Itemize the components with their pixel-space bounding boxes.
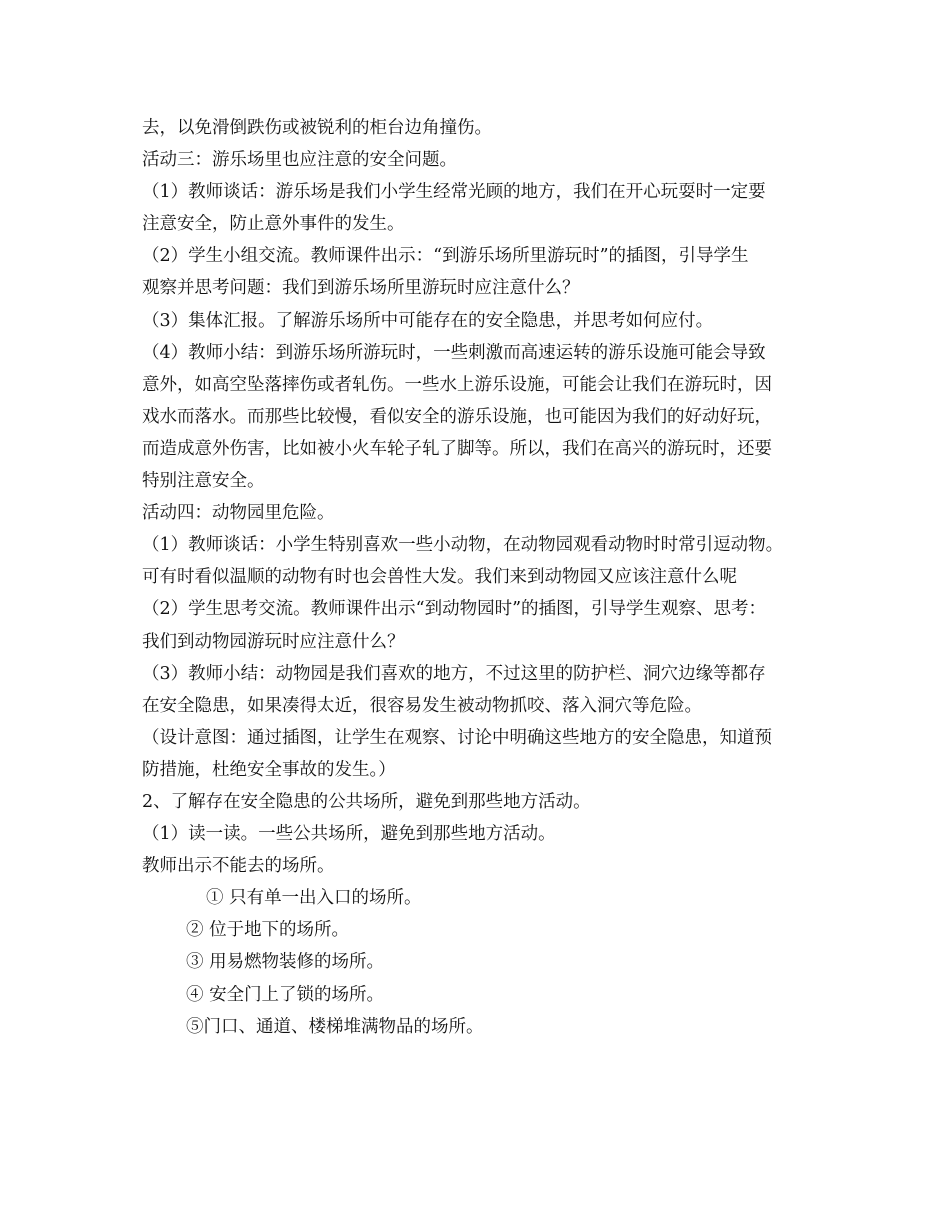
- list-item: ① 只有单一出入口的场所。: [206, 888, 422, 909]
- list-item: ② 位于地下的场所。: [186, 920, 350, 941]
- text-line: （2）学生小组交流。教师课件出示：“到游乐场所里游玩时”的插图，引导学生: [142, 246, 749, 267]
- text-line: 戏水而落水。而那些比较慢，看似安全的游乐设施，也可能因为我们的好动好玩，: [142, 406, 772, 427]
- section-heading-activity-3: 活动三：游乐场里也应注意的安全问题。: [142, 150, 457, 171]
- text-line: （设计意图：通过插图，让学生在观察、讨论中明确这些地方的安全隐患，知道预: [142, 727, 772, 748]
- text-line: （3）教师小结：动物园是我们喜欢的地方，不过这里的防护栏、洞穴边缘等都存: [142, 663, 766, 684]
- text-line: 去，以免滑倒跌伤或被锐利的柜台边角撞伤。: [142, 118, 492, 138]
- text-line: 特别注意安全。: [142, 471, 265, 492]
- text-line: 在安全隐患，如果凑得太近，很容易发生被动物抓咬、落入洞穴等危险。: [142, 695, 702, 716]
- text-line: 观察并思考问题：我们到游乐场所里游玩时应注意什么？: [142, 278, 580, 299]
- text-line: 我们到动物园游玩时应注意什么？: [142, 631, 405, 652]
- document-body: [142, 112, 842, 1043]
- text-line: 意外，如高空坠落摔伤或者轧伤。一些水上游乐设施，可能会让我们在游玩时，因: [142, 374, 772, 395]
- text-line: （1）读一读。一些公共场所，避免到那些地方活动。: [142, 824, 556, 845]
- text-line: 教师出示不能去的场所。: [142, 856, 335, 877]
- text-line: 而造成意外伤害，比如被小火车轮子轧了脚等。所以，我们在高兴的游玩时，还要: [142, 438, 772, 459]
- list-item: ④ 安全门上了锁的场所。: [186, 984, 385, 1005]
- text-line: （3）集体汇报。了解游乐场所中可能存在的安全隐患，并思考如何应付。: [142, 310, 714, 331]
- text-line: （1）教师谈话：小学生特别喜欢一些小动物，在动物园观看动物时时常引逗动物。: [142, 535, 784, 556]
- list-item: ③ 用易燃物装修的场所。: [186, 952, 385, 973]
- section-heading-activity-4: 活动四：动物园里危险。: [142, 503, 335, 524]
- text-line: 可有时看似温顺的动物有时也会兽性大发。我们来到动物园又应该注意什么呢: [142, 567, 737, 588]
- section-heading-2: 2、了解存在安全隐患的公共场所，避免到那些地方活动。: [142, 791, 591, 812]
- text-line: 防措施，杜绝安全事故的发生。）: [142, 759, 396, 780]
- text-line: （2）学生思考交流。教师课件出示“到动物园时”的插图，引导学生观察、思考：: [142, 599, 767, 620]
- text-line: 注意安全，防止意外事件的发生。: [142, 214, 405, 235]
- text-line: （1）教师谈话：游乐场是我们小学生经常光顾的地方，我们在开心玩耍时一定要: [142, 182, 766, 203]
- list-item: ⑤门口、通道、楼梯堆满物品的场所。: [186, 1016, 484, 1037]
- text-line: （4）教师小结：到游乐场所游玩时，一些刺激而高速运转的游乐设施可能会导致: [142, 342, 766, 363]
